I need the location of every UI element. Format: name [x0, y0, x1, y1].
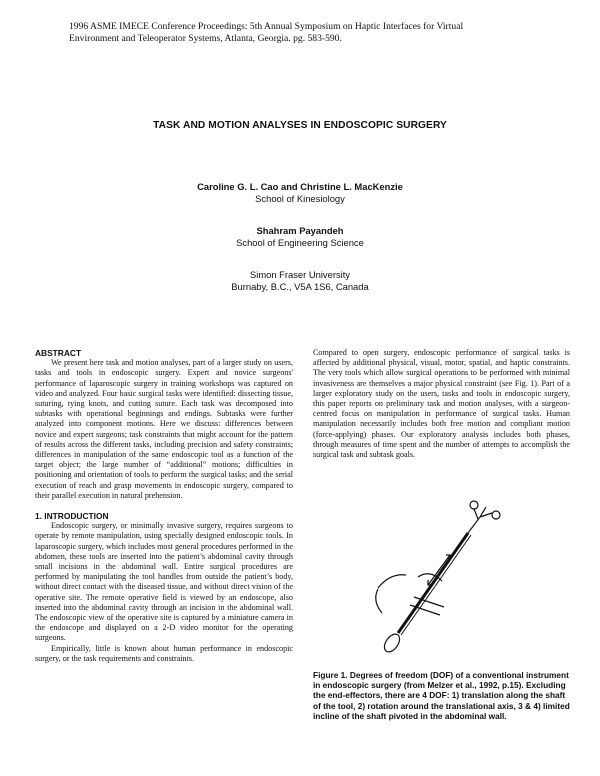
author-affiliation-1: School of Kinesiology — [255, 193, 345, 204]
university-block — [0, 269, 600, 293]
author-names-2: Shahram Payandeh — [256, 225, 344, 236]
figure-caption: Figure 1. Degrees of freedom (DOF) of a conventional instrument in endoscopic surgery (from Melzer et al., 1992, p.15). Excluding the end-effectors, there are 4 DOF: 1) translation along the shaft of the tool, 2) rotation around the translational axis, 3 & 4) limited incline of the shaft pivoted in the abdominal wall. — [313, 670, 570, 721]
introduction-paragraph-2: Empirically, little is known about human performance in endoscopic surgery, or the task requirements and constraints. — [35, 643, 293, 663]
proceedings-header — [69, 21, 539, 45]
instrument-illustration — [376, 501, 500, 653]
author-names-1: Caroline G. L. Cao and Christine L. MacKenzie — [197, 181, 403, 192]
introduction-paragraph-1: Endoscopic surgery, or minimally invasive surgery, requires surgeons to operate by remote manipulation, using specially designed endoscopic tools. In laparoscopic surgery, which includes most general procedures performed in the abdomen, these tools are inserted into the patient’s abdominal cavity through small incisions in the abdominal wall. Entire surgical procedures are performed by manipulating the tool handles from outside the patient’s body, without direct contact with the diseased tissue, and without direct vision of the operative site. The remote operative field is viewed by an endoscope, also inserted into the abdominal cavity through an incision in the abdominal wall. The endoscopic view of the operative site is captured by a miniature camera in the endoscope and displayed on a 2-D video monitor for the operating surgeons. — [35, 521, 293, 643]
paper-title: TASK AND MOTION ANALYSES IN ENDOSCOPIC SURGERY — [153, 120, 447, 131]
right-column — [313, 348, 570, 460]
university-address: Burnaby, B.C., V5A 1S6, Canada — [231, 281, 369, 292]
header-line-1: 1996 ASME IMECE Conference Proceedings: 5th Annual Symposium on Haptic Interfaces for Virtual — [69, 21, 464, 32]
left-column — [35, 348, 293, 664]
author-block-2 — [0, 225, 600, 249]
author-block-1 — [0, 181, 600, 205]
endoscopic-instrument-figure — [370, 493, 530, 653]
author-affiliation-2: School of Engineering Science — [236, 237, 364, 248]
abstract-heading: ABSTRACT — [35, 348, 82, 358]
university-name: Simon Fraser University — [249, 269, 351, 280]
header-line-2: Environment and Teleoperator Systems, Atlanta, Georgia. pg. 583-590. — [69, 33, 342, 44]
introduction-paragraph-3: Compared to open surgery, endoscopic performance of surgical tasks is affected by additional physical, visual, motor, spatial, and haptic constraints. The very tools which allow surgical operations to be performed with minimal invasiveness are themselves a major physical constraint (see Fig. 1). Part of a larger exploratory study on the users, tasks and tools in endoscopic surgery, this paper reports on preliminary task and motion analyses, with a surgeon-centred focus on manipulation in performance of surgical tasks. Human manipulation necessarily includes both free motion and compliant motion (force-applying) phases. Our exploratory analysis includes both phases, through measures of time spent and the number of attempts to accomplish the surgical task and subtask goals. — [313, 348, 570, 460]
introduction-heading: 1. INTRODUCTION — [35, 511, 109, 522]
abstract-text: We present here task and motion analyses, part of a larger study on users, tasks and tools in endoscopic surgery. Expert and novice surgeons' performance of laparoscopic surgery in training workshops was captured on video and analyzed. Four basic surgical tasks were identified: dissecting tissue, suturing, tying knots, and cutting suture. Each task was decomposed into subtasks with operational beginnings and endings. Subtasks were further analyzed into component motions. Here we discuss: differences between novice and expert surgeons; task constraints that might account for the pattern of results across the different tasks, including precision and safety constraints; differences in manipulation of the same endoscopic tool as a function of the target object; the large number of “additional” motions; difficulties in positioning and orientation of tools to perform the surgical tasks; and the serial execution of reach and grasp movements in endoscopic surgery, compared to their parallel execution in natural prehension. — [35, 358, 293, 500]
